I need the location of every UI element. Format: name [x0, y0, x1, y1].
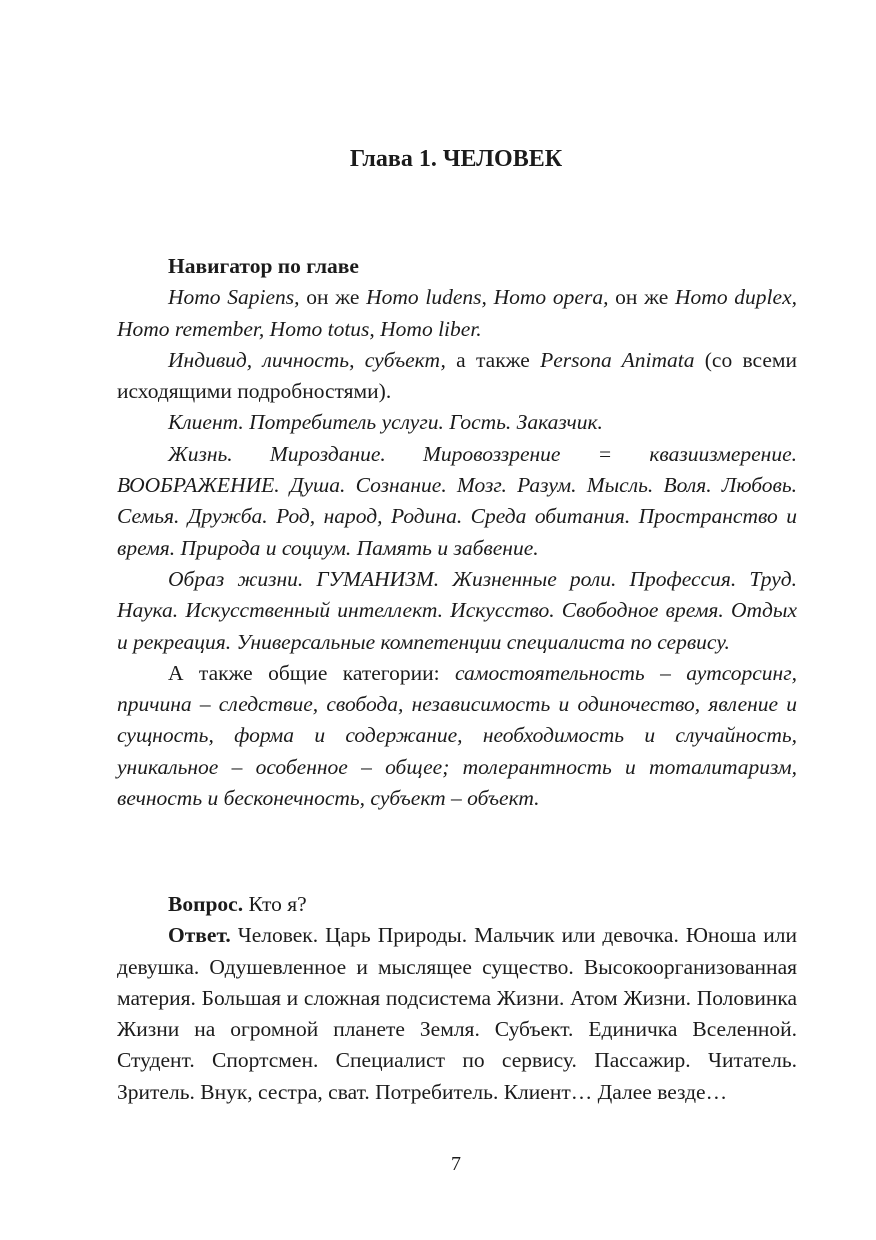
text-regular: А также общие категории:	[168, 660, 455, 685]
text-italic: Жизнь. Мироздание. Мировоззрение = квазиизмерение. ВООБРАЖЕНИЕ. Душа. Сознание. Мозг. Разум. Мысль. Воля. Любовь. Семья. Дружба. Род, народ, Родина. Среда обитания. Пространство и время. Природа и социум. Память и забвение.	[117, 441, 797, 560]
text-italic: Образ жизни. ГУМАНИЗМ. Жизненные роли. Профессия. Труд. Наука. Искусственный интеллект. Искусство. Свободное время. Отдых и рекреация. Универсальные компетенции специалиста по сервису.	[117, 566, 797, 654]
text-italic: Индивид, личность, субъект,	[168, 347, 446, 372]
navigator-paragraph-2	[117, 345, 797, 408]
navigator-paragraph-4	[117, 439, 797, 564]
navigator-heading-text: Навигатор по главе	[168, 254, 359, 278]
text-regular: он же	[299, 285, 367, 310]
answer-label: Ответ.	[168, 923, 231, 948]
question-answer	[117, 889, 797, 1108]
text-regular: (со всеми исходящими подробностями).	[117, 347, 797, 404]
question-text: Кто я?	[243, 892, 307, 916]
text-italic: Homo Sapiens,	[168, 285, 300, 310]
chapter-title: Глава 1. ЧЕЛОВЕК	[349, 146, 563, 172]
text-italic: Homo ludens, Homo opera,	[366, 285, 609, 310]
text-regular: а также	[445, 347, 541, 372]
page-number: 7	[451, 1153, 461, 1175]
navigator-paragraph-3	[117, 407, 797, 438]
navigator-heading	[117, 251, 797, 282]
text-regular: он же	[608, 285, 676, 310]
question-paragraph	[117, 889, 797, 920]
chapter-navigator	[117, 251, 797, 814]
answer-paragraph	[117, 920, 797, 1108]
navigator-paragraph-5	[117, 564, 797, 658]
text-italic: Persona Animata	[540, 347, 695, 372]
text-italic: Homo duplex, Homo remember, Homo totus, Homo liber.	[117, 285, 797, 341]
text-italic: самостоятельность – аутсорсинг, причина – следствие, свобода, независимость и одиночество, явление и сущность, форма и содержание, необходимость и случайность, уникальное – особенное – общее; толерантность и тоталитаризм, вечность и бесконечность, субъект – объект.	[117, 660, 797, 811]
question-label: Вопрос.	[168, 892, 244, 916]
text-italic: Клиент. Потребитель услуги. Гость. Заказчик.	[168, 410, 603, 435]
answer-text: Человек. Царь Природы. Мальчик или девочка. Юноша или девушка. Одушевленное и мыслящее существо. Высокоорганизованная материя. Большая и сложная подсистема Жизни. Атом Жизни. Половинка Жизни на огромной планете Земля. Субъект. Единичка Вселенной. Студент. Спортсмен. Специалист по сервису. Пассажир. Читатель. Зритель. Внук, сестра, сват. Потребитель. Клиент… Далее везде…	[117, 923, 797, 1104]
navigator-paragraph-6	[117, 658, 797, 814]
navigator-paragraph-1	[117, 282, 797, 345]
